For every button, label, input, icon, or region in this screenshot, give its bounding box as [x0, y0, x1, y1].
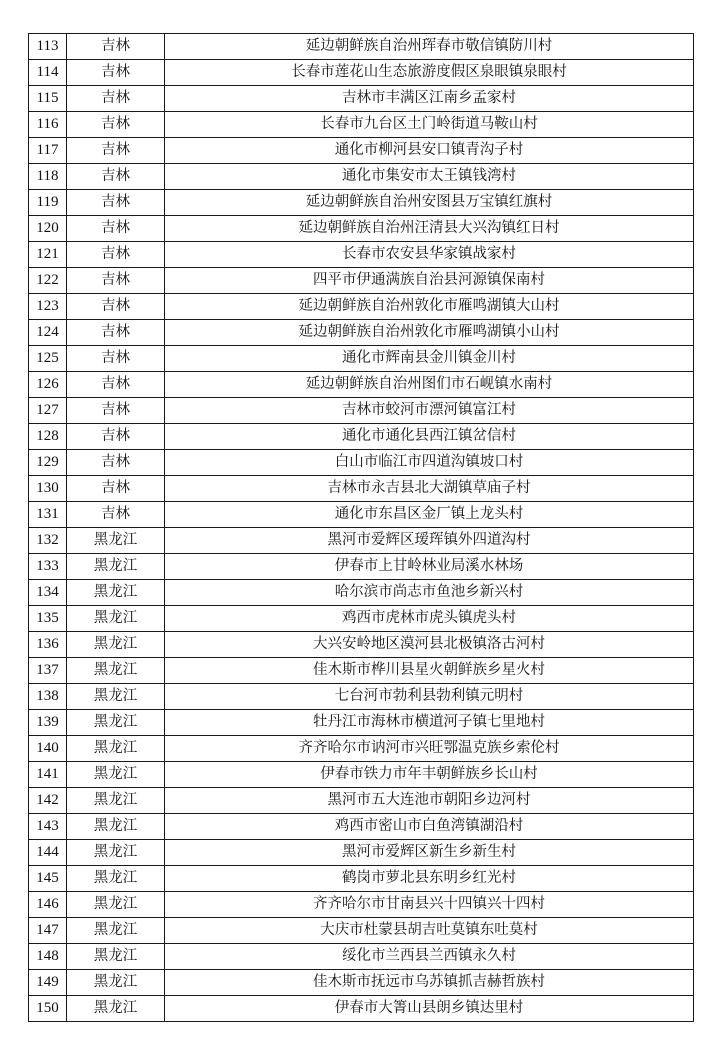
village-name-cell: 通化市东昌区金厂镇上龙头村 — [165, 502, 694, 528]
table-row — [29, 736, 694, 762]
province-cell: 黑龙江 — [67, 918, 165, 944]
province-cell: 吉林 — [67, 372, 165, 398]
table-row — [29, 840, 694, 866]
table-row — [29, 424, 694, 450]
village-name-cell: 牡丹江市海林市横道河子镇七里地村 — [165, 710, 694, 736]
village-name-cell: 伊春市铁力市年丰朝鲜族乡长山村 — [165, 762, 694, 788]
province-cell: 吉林 — [67, 190, 165, 216]
province-cell: 黑龙江 — [67, 762, 165, 788]
table-row — [29, 918, 694, 944]
village-name-cell: 长春市莲花山生态旅游度假区泉眼镇泉眼村 — [165, 60, 694, 86]
row-number-cell: 123 — [29, 294, 67, 320]
row-number-cell: 149 — [29, 970, 67, 996]
province-cell: 吉林 — [67, 112, 165, 138]
province-cell: 吉林 — [67, 398, 165, 424]
village-name-cell: 哈尔滨市尚志市鱼池乡新兴村 — [165, 580, 694, 606]
village-name-cell: 长春市农安县华家镇战家村 — [165, 242, 694, 268]
row-number-cell: 130 — [29, 476, 67, 502]
table-row — [29, 866, 694, 892]
table-row — [29, 632, 694, 658]
province-cell: 黑龙江 — [67, 632, 165, 658]
row-number-cell: 138 — [29, 684, 67, 710]
village-name-cell: 大庆市杜蒙县胡吉吐莫镇东吐莫村 — [165, 918, 694, 944]
table-row — [29, 658, 694, 684]
row-number-cell: 143 — [29, 814, 67, 840]
province-cell: 吉林 — [67, 424, 165, 450]
village-name-cell: 四平市伊通满族自治县河源镇保南村 — [165, 268, 694, 294]
village-name-cell: 吉林市丰满区江南乡孟家村 — [165, 86, 694, 112]
province-cell: 黑龙江 — [67, 736, 165, 762]
province-cell: 吉林 — [67, 164, 165, 190]
row-number-cell: 124 — [29, 320, 67, 346]
province-cell: 黑龙江 — [67, 554, 165, 580]
province-cell: 吉林 — [67, 320, 165, 346]
row-number-cell: 135 — [29, 606, 67, 632]
village-name-cell: 通化市集安市太王镇钱湾村 — [165, 164, 694, 190]
village-name-cell: 鸡西市密山市白鱼湾镇湖沿村 — [165, 814, 694, 840]
table-row — [29, 450, 694, 476]
village-name-cell: 佳木斯市抚远市乌苏镇抓吉赫哲族村 — [165, 970, 694, 996]
village-name-cell: 鸡西市虎林市虎头镇虎头村 — [165, 606, 694, 632]
province-cell: 黑龙江 — [67, 996, 165, 1022]
province-cell: 黑龙江 — [67, 970, 165, 996]
village-name-cell: 延边朝鲜族自治州汪清县大兴沟镇红日村 — [165, 216, 694, 242]
row-number-cell: 134 — [29, 580, 67, 606]
province-cell: 吉林 — [67, 450, 165, 476]
province-cell: 吉林 — [67, 502, 165, 528]
row-number-cell: 121 — [29, 242, 67, 268]
table-row — [29, 554, 694, 580]
village-name-cell: 延边朝鲜族自治州图们市石岘镇水南村 — [165, 372, 694, 398]
table-row — [29, 216, 694, 242]
province-cell: 黑龙江 — [67, 944, 165, 970]
table-row — [29, 684, 694, 710]
village-name-cell: 吉林市蛟河市漂河镇富江村 — [165, 398, 694, 424]
village-name-cell: 通化市柳河县安口镇青沟子村 — [165, 138, 694, 164]
village-name-cell: 大兴安岭地区漠河县北极镇洛古河村 — [165, 632, 694, 658]
village-name-cell: 延边朝鲜族自治州敦化市雁鸣湖镇小山村 — [165, 320, 694, 346]
row-number-cell: 131 — [29, 502, 67, 528]
village-name-cell: 吉林市永吉县北大湖镇草庙子村 — [165, 476, 694, 502]
row-number-cell: 140 — [29, 736, 67, 762]
province-cell: 吉林 — [67, 268, 165, 294]
province-cell: 吉林 — [67, 138, 165, 164]
village-name-cell: 绥化市兰西县兰西镇永久村 — [165, 944, 694, 970]
province-cell: 吉林 — [67, 294, 165, 320]
village-name-cell: 延边朝鲜族自治州珲春市敬信镇防川村 — [165, 34, 694, 60]
village-name-cell: 黑河市爱辉区瑷珲镇外四道沟村 — [165, 528, 694, 554]
province-cell: 黑龙江 — [67, 606, 165, 632]
row-number-cell: 139 — [29, 710, 67, 736]
village-list-table — [28, 33, 694, 1022]
village-name-cell: 七台河市勃利县勃利镇元明村 — [165, 684, 694, 710]
village-name-cell: 齐齐哈尔市甘南县兴十四镇兴十四村 — [165, 892, 694, 918]
village-name-cell: 伊春市大箐山县朗乡镇达里村 — [165, 996, 694, 1022]
row-number-cell: 116 — [29, 112, 67, 138]
table-row — [29, 112, 694, 138]
table-row — [29, 892, 694, 918]
row-number-cell: 119 — [29, 190, 67, 216]
province-cell: 吉林 — [67, 86, 165, 112]
table-row — [29, 320, 694, 346]
table-row — [29, 242, 694, 268]
row-number-cell: 122 — [29, 268, 67, 294]
village-name-cell: 白山市临江市四道沟镇坡口村 — [165, 450, 694, 476]
row-number-cell: 132 — [29, 528, 67, 554]
row-number-cell: 150 — [29, 996, 67, 1022]
province-cell: 吉林 — [67, 242, 165, 268]
table-row — [29, 944, 694, 970]
village-name-cell: 黑河市爱辉区新生乡新生村 — [165, 840, 694, 866]
row-number-cell: 118 — [29, 164, 67, 190]
table-row — [29, 788, 694, 814]
row-number-cell: 129 — [29, 450, 67, 476]
table-row — [29, 138, 694, 164]
table-row — [29, 814, 694, 840]
village-name-cell: 长春市九台区土门岭街道马鞍山村 — [165, 112, 694, 138]
table-row — [29, 996, 694, 1022]
table-row — [29, 476, 694, 502]
row-number-cell: 126 — [29, 372, 67, 398]
table-row — [29, 164, 694, 190]
province-cell: 黑龙江 — [67, 892, 165, 918]
row-number-cell: 136 — [29, 632, 67, 658]
table-row — [29, 372, 694, 398]
table-row — [29, 190, 694, 216]
row-number-cell: 114 — [29, 60, 67, 86]
table-row — [29, 86, 694, 112]
province-cell: 黑龙江 — [67, 528, 165, 554]
table-row — [29, 398, 694, 424]
village-name-cell: 佳木斯市桦川县星火朝鲜族乡星火村 — [165, 658, 694, 684]
row-number-cell: 113 — [29, 34, 67, 60]
row-number-cell: 117 — [29, 138, 67, 164]
province-cell: 黑龙江 — [67, 788, 165, 814]
row-number-cell: 145 — [29, 866, 67, 892]
row-number-cell: 128 — [29, 424, 67, 450]
table-row — [29, 346, 694, 372]
row-number-cell: 115 — [29, 86, 67, 112]
province-cell: 黑龙江 — [67, 684, 165, 710]
province-cell: 吉林 — [67, 346, 165, 372]
province-cell: 黑龙江 — [67, 814, 165, 840]
village-name-cell: 通化市辉南县金川镇金川村 — [165, 346, 694, 372]
village-name-cell: 鹤岗市萝北县东明乡红光村 — [165, 866, 694, 892]
table-row — [29, 580, 694, 606]
village-name-cell: 延边朝鲜族自治州安图县万宝镇红旗村 — [165, 190, 694, 216]
row-number-cell: 120 — [29, 216, 67, 242]
table-row — [29, 294, 694, 320]
row-number-cell: 148 — [29, 944, 67, 970]
table-row — [29, 606, 694, 632]
province-cell: 吉林 — [67, 476, 165, 502]
row-number-cell: 146 — [29, 892, 67, 918]
table-body — [29, 34, 694, 1022]
row-number-cell: 147 — [29, 918, 67, 944]
row-number-cell: 142 — [29, 788, 67, 814]
province-cell: 吉林 — [67, 34, 165, 60]
table-row — [29, 268, 694, 294]
province-cell: 吉林 — [67, 216, 165, 242]
table-row — [29, 60, 694, 86]
province-cell: 黑龙江 — [67, 840, 165, 866]
table-row — [29, 528, 694, 554]
table-row — [29, 34, 694, 60]
village-name-cell: 伊春市上甘岭林业局溪水林场 — [165, 554, 694, 580]
province-cell: 黑龙江 — [67, 866, 165, 892]
row-number-cell: 141 — [29, 762, 67, 788]
province-cell: 黑龙江 — [67, 580, 165, 606]
village-name-cell: 齐齐哈尔市讷河市兴旺鄂温克族乡索伦村 — [165, 736, 694, 762]
row-number-cell: 137 — [29, 658, 67, 684]
village-name-cell: 黑河市五大连池市朝阳乡边河村 — [165, 788, 694, 814]
table-row — [29, 502, 694, 528]
province-cell: 黑龙江 — [67, 658, 165, 684]
row-number-cell: 127 — [29, 398, 67, 424]
row-number-cell: 133 — [29, 554, 67, 580]
table-row — [29, 710, 694, 736]
row-number-cell: 144 — [29, 840, 67, 866]
village-name-cell: 延边朝鲜族自治州敦化市雁鸣湖镇大山村 — [165, 294, 694, 320]
province-cell: 吉林 — [67, 60, 165, 86]
table-row — [29, 762, 694, 788]
table-row — [29, 970, 694, 996]
village-name-cell: 通化市通化县西江镇岔信村 — [165, 424, 694, 450]
row-number-cell: 125 — [29, 346, 67, 372]
province-cell: 黑龙江 — [67, 710, 165, 736]
